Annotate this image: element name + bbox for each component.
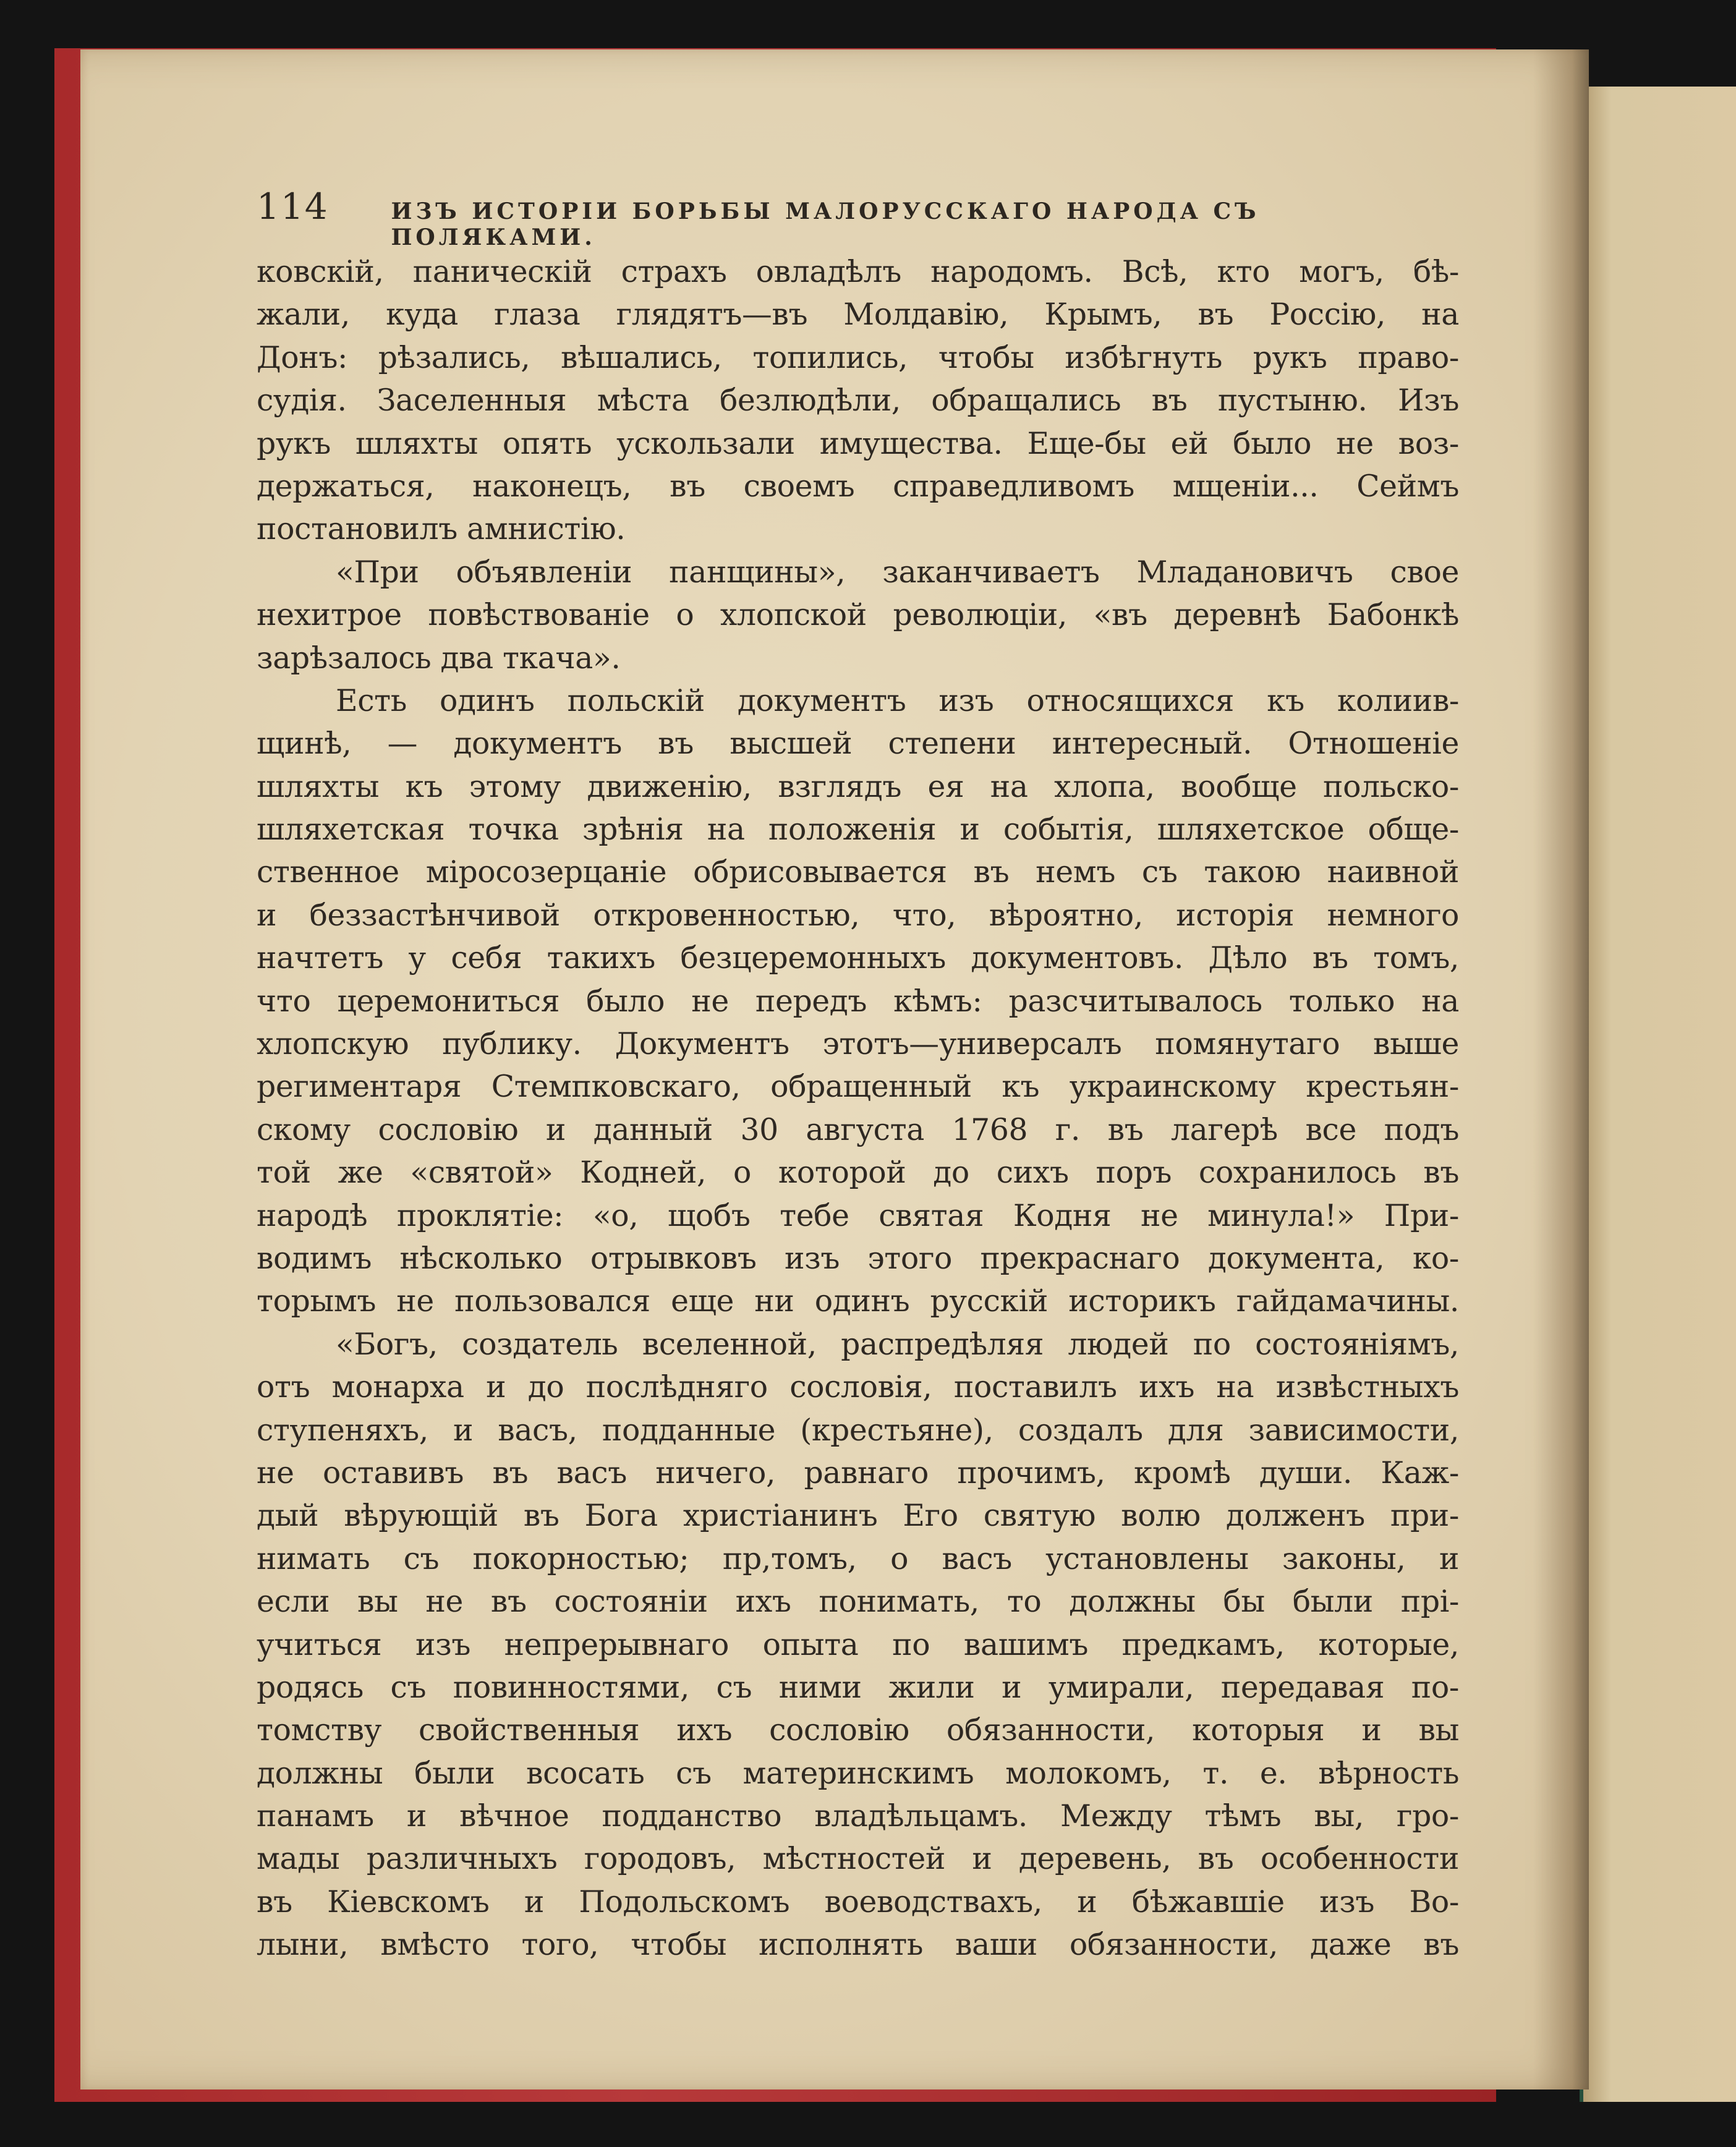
text-line: региментаря Стемпковскаго, обращенный къ украинскому крестьян-: [257, 1069, 1459, 1105]
running-head: [257, 185, 1462, 250]
text-line: ковскій, паническій страхъ овладѣлъ народомъ. Всѣ, кто могъ, бѣ-: [257, 254, 1459, 289]
text-line: зарѣзалось два ткача».: [257, 640, 621, 676]
text-line: скому сословію и данный 30 августа 1768 г. въ лагерѣ все подъ: [257, 1112, 1459, 1147]
text-line: шляхетская точка зрѣнія на положенія и событія, шляхетское обще-: [257, 812, 1459, 848]
text-line: панамъ и вѣчное подданство владѣльцамъ. Между тѣмъ вы, гро-: [257, 1798, 1459, 1834]
running-title: ИЗЪ ИСТОРІИ БОРЬБЫ МАЛОРУССКАГО НАРОДА СЪ ПОЛЯКАМИ.: [391, 198, 1260, 250]
text-line: держаться, наконецъ, въ своемъ справедливомъ мщеніи... Сеймъ: [257, 468, 1459, 504]
text-line: Донъ: рѣзались, вѣшались, топились, чтобы избѣгнуть рукъ право-: [257, 339, 1459, 375]
text-line: мады различныхъ городовъ, мѣстностей и деревень, въ особенности: [257, 1841, 1459, 1877]
text-line: учиться изъ непрерывнаго опыта по вашимъ предкамъ, которые,: [257, 1626, 1459, 1662]
text-line: постановилъ амнистію.: [257, 511, 626, 547]
page-number: 114: [257, 185, 329, 227]
text-line: шляхты къ этому движенію, взглядъ ея на хлопа, вообще польско-: [257, 768, 1459, 804]
page-body-text: [257, 250, 1459, 1966]
text-line: судія. Заселенныя мѣста безлюдѣли, обращались въ пустыню. Изъ: [257, 383, 1459, 419]
text-line: нимать съ покорностью; пр,томъ, о васъ установлены законы, и: [257, 1541, 1459, 1576]
text-line: ступеняхъ, и васъ, подданные (крестьяне), создалъ для зависимости,: [257, 1412, 1459, 1448]
text-line: томству свойственныя ихъ сословію обязанности, которыя и вы: [257, 1712, 1459, 1748]
text-line: нехитрое повѣствованіе о хлопской революціи, «въ деревнѣ Бабонкѣ: [257, 597, 1459, 633]
text-line: рукъ шляхты опять ускользали имущества. Еще-бы ей было не воз-: [257, 425, 1459, 461]
text-line: если вы не въ состояніи ихъ понимать, то должны бы были прі-: [257, 1584, 1459, 1620]
text-line: водимъ нѣсколько отрывковъ изъ этого прекраснаго документа, ко-: [257, 1240, 1459, 1276]
text-line: лыни, вмѣсто того, чтобы исполнять ваши обязанности, даже въ: [257, 1927, 1459, 1963]
text-line: должны были всосать съ материнскимъ молокомъ, т. е. вѣрность: [257, 1755, 1459, 1791]
text-line: «При объявленіи панщины», заканчиваетъ Младановичъ свое: [336, 554, 1459, 590]
page-gutter-shadow: [1533, 49, 1589, 2090]
text-line: «Богъ, создатель вселенной, распредѣляя людей по состояніямъ,: [336, 1326, 1459, 1362]
text-line: щинѣ, — документъ въ высшей степени интересный. Отношеніе: [257, 726, 1459, 762]
text-line: той же «святой» Кодней, о которой до сихъ поръ сохранилось въ: [257, 1155, 1459, 1191]
text-line: торымъ не пользовался еще ни одинъ русскій историкъ гайдамачины.: [257, 1283, 1459, 1319]
text-line: Есть одинъ польскій документъ изъ относящихся къ колиив-: [336, 682, 1459, 718]
text-line: дый вѣрующій въ Бога христіанинъ Его святую волю долженъ при-: [257, 1498, 1459, 1534]
text-line: что церемониться было не передъ кѣмъ: разсчитывалось только на: [257, 983, 1459, 1019]
text-line: ственное міросозерцаніе обрисовывается въ немъ съ такою наивной: [257, 854, 1459, 890]
text-line: въ Кіевскомъ и Подольскомъ воеводствахъ, и бѣжавшіе изъ Во-: [257, 1884, 1459, 1920]
text-line: и беззастѣнчивой откровенностью, что, вѣроятно, исторія немного: [257, 897, 1459, 933]
text-line: родясь съ повинностями, съ ними жили и умирали, передавая по-: [257, 1669, 1459, 1705]
text-line: жали, куда глаза глядятъ—въ Молдавію, Крымъ, въ Россію, на: [257, 297, 1459, 333]
text-line: не оставивъ въ васъ ничего, равнаго прочимъ, кромѣ души. Каж-: [257, 1455, 1459, 1490]
text-line: начтетъ у себя такихъ безцеремонныхъ документовъ. Дѣло въ томъ,: [257, 940, 1459, 976]
text-line: отъ монарха и до послѣдняго сословія, поставилъ ихъ на извѣстныхъ: [257, 1369, 1459, 1405]
text-line: хлопскую публику. Документъ этотъ—универсалъ помянутаго выше: [257, 1026, 1459, 1062]
next-page-edge: [1580, 87, 1736, 2102]
text-line: народѣ проклятіе: «о, щобъ тебе святая Кодня не минула!» При-: [257, 1197, 1459, 1233]
